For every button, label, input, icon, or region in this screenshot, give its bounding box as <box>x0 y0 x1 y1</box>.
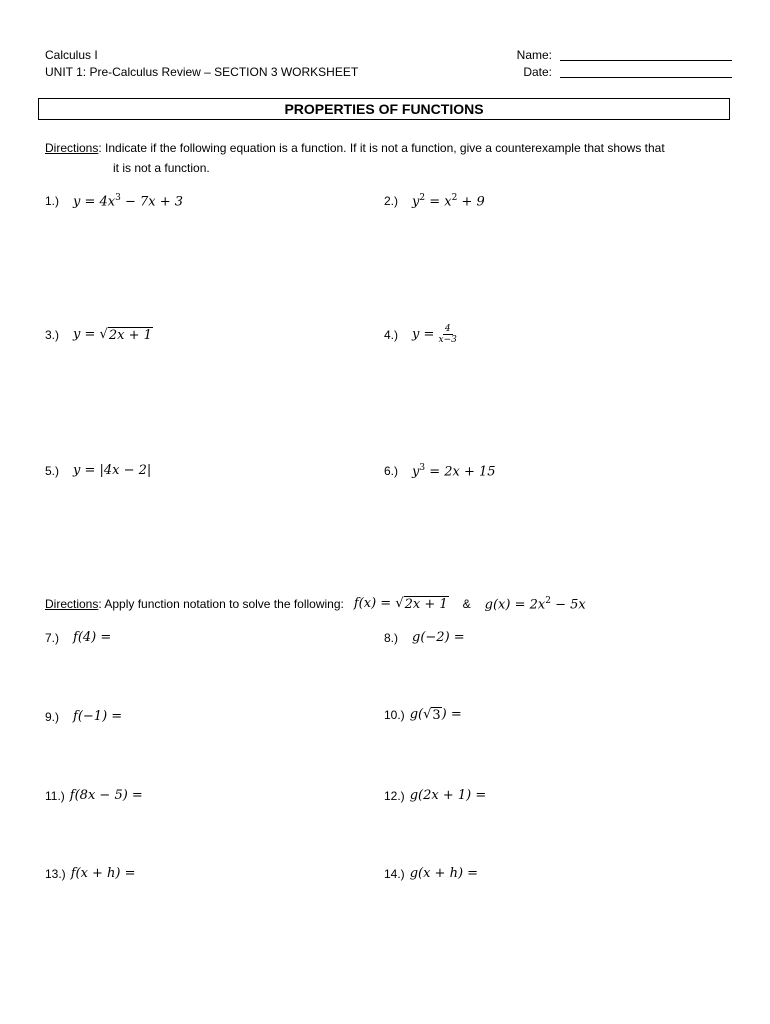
problem-number: 6.) <box>384 464 399 479</box>
problem-10 <box>384 707 462 723</box>
problem-number: 4.) <box>384 327 399 342</box>
problem-number: 13.) <box>45 866 66 881</box>
problem-13 <box>45 866 136 881</box>
equation: y = √ 2x + 1 <box>73 327 152 343</box>
expression: g(x + h) = <box>409 866 479 881</box>
fraction: $\frac{4}{x-3}$ <box>438 324 457 345</box>
ampersand: & <box>462 597 471 612</box>
equation: $y^3 = 2x + 15$ <box>412 463 496 480</box>
expression: f(8x − 5) = <box>69 788 143 803</box>
problem-number: 10.) <box>384 708 405 722</box>
problem-2 <box>384 193 485 209</box>
expression: f(−1) = <box>73 709 123 724</box>
problem-5 <box>45 463 151 478</box>
name-blank[interactable] <box>560 48 732 61</box>
unit-title: UNIT 1: Pre-Calculus Review – SECTION 3 WORKSHEET <box>45 65 359 79</box>
equation: y = |4x − 2| <box>73 463 152 478</box>
problem-number: 8.) <box>384 630 399 645</box>
directions-1-text: : Indicate if the following equation is a function. If it is not a function, give a counterexample that shows that <box>98 141 665 155</box>
f-definition: f(x) = √ 2x + 1 <box>353 596 448 613</box>
directions-1-label: Directions <box>45 141 99 155</box>
problem-number: 14.) <box>384 866 405 881</box>
problem-14 <box>384 866 478 881</box>
directions-2 <box>45 596 586 612</box>
name-label: Name: <box>516 48 552 62</box>
course-header <box>45 48 358 82</box>
problem-6 <box>384 463 496 479</box>
radicand: 2x + 1 <box>108 328 152 343</box>
expression: g(−2) = <box>412 630 465 645</box>
problem-number: 12.) <box>384 788 405 803</box>
problem-4 <box>384 324 457 345</box>
problem-number: 7.) <box>45 630 60 645</box>
directions-1 <box>45 141 735 175</box>
expression: g(2x + 1) = <box>409 788 487 803</box>
problem-number: 1.) <box>45 194 60 209</box>
problem-7 <box>45 630 111 645</box>
problem-number: 11.) <box>45 788 65 803</box>
problem-number: 9.) <box>45 709 60 724</box>
expression: f(x + h) = <box>70 866 136 881</box>
problem-11 <box>45 788 143 803</box>
directions-2-label: Directions <box>45 597 99 612</box>
equation: $y^2 = x^2 + 9$ <box>412 193 485 210</box>
problem-number: 5.) <box>45 463 60 478</box>
problem-number: 3.) <box>45 328 60 342</box>
g-definition: $g(x) = 2x^2 - 5x$ <box>484 596 586 613</box>
problem-number: 2.) <box>384 194 399 209</box>
directions-2-text: : Apply function notation to solve the following: <box>98 597 344 612</box>
date-label: Date: <box>523 65 552 79</box>
date-row <box>508 65 732 79</box>
course-name: Calculus I <box>45 48 98 62</box>
student-fields <box>508 48 732 82</box>
problem-9 <box>45 709 122 724</box>
problem-1 <box>45 193 183 209</box>
name-row <box>508 48 732 62</box>
problem-3 <box>45 327 153 343</box>
expression: g( √ 3 ) = <box>409 707 462 723</box>
equation: y = $\frac{4}{x-3}$ <box>412 324 457 345</box>
problem-12 <box>384 788 486 803</box>
equation: $y = 4x^3 - 7x + 3$ <box>73 193 184 210</box>
worksheet-title: PROPERTIES OF FUNCTIONS <box>38 98 730 120</box>
date-blank[interactable] <box>560 65 732 78</box>
problem-8 <box>384 630 465 645</box>
expression: f(4) = <box>73 630 112 645</box>
directions-1-text-cont: it is not a function. <box>113 161 210 175</box>
